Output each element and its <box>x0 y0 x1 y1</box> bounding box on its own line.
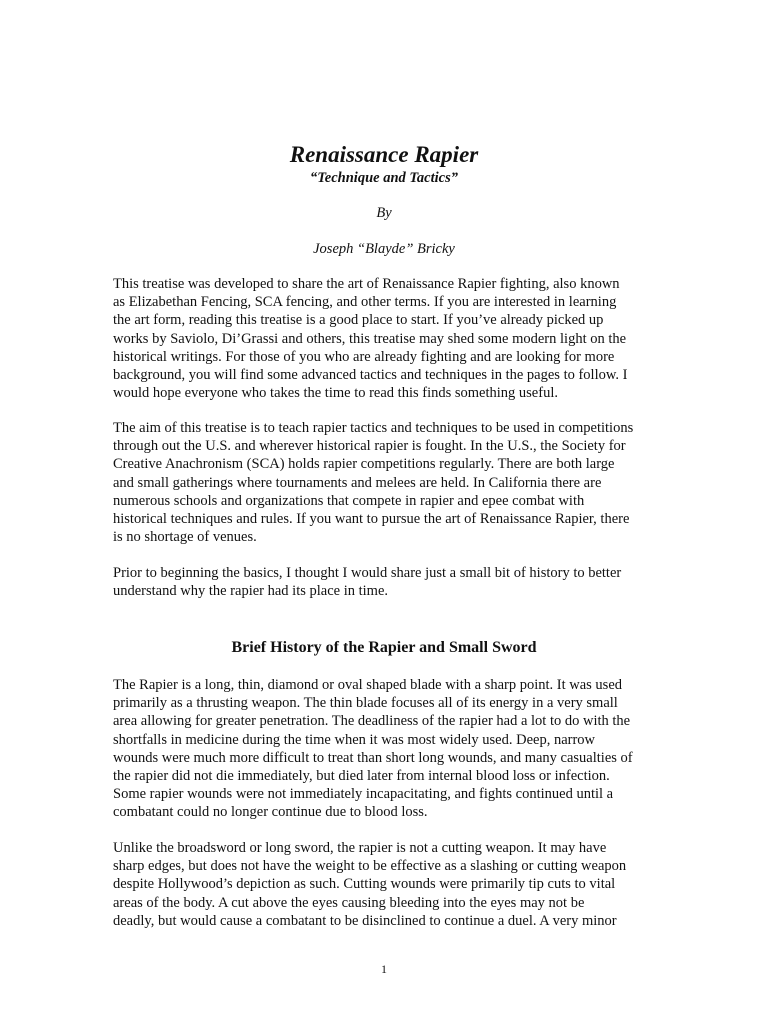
paragraph-line: The aim of this treatise is to teach rapier tactics and techniques to be used in competitions <box>113 420 634 436</box>
section-heading: Brief History of the Rapier and Small Sword <box>231 639 537 656</box>
paragraph-line: is no shortage of venues. <box>113 529 257 546</box>
paragraph-line: deadly, but would cause a combatant to be disinclined to continue a duel. A very minor <box>113 912 617 929</box>
paragraph-line: Unlike the broadsword or long sword, the rapier is not a cutting weapon. It may have <box>113 840 607 856</box>
intro-paragraph-3 <box>113 564 673 600</box>
document-title: Renaissance Rapier <box>289 142 479 167</box>
paragraph-line: through out the U.S. and wherever historical rapier is fought. In the U.S., the Society for <box>113 438 626 455</box>
paragraph-line: works by Saviolo, Di’Grassi and others, this treatise may shed some modern light on the <box>113 330 627 347</box>
paragraph-line: wounds were much more difficult to treat than short long wounds, and many casualties of <box>113 749 633 766</box>
intro-paragraph-2 <box>113 419 673 546</box>
history-paragraph-2 <box>113 839 673 930</box>
paragraph-line: Creative Anachronism (SCA) holds rapier competitions regularly. There are both large <box>113 456 615 473</box>
paragraph-line: background, you will find some advanced tactics and techniques in the pages to follow. I <box>113 367 628 384</box>
paragraph-line: Prior to beginning the basics, I thought I would share just a small bit of history to better <box>113 565 622 581</box>
intro-paragraph-1 <box>113 275 673 402</box>
paragraph-line: historical techniques and rules. If you want to pursue the art of Renaissance Rapier, there <box>113 511 630 528</box>
paragraph-line: historical writings. For those of you who are already fighting and are looking for more <box>113 348 615 365</box>
author-name: Joseph “Blayde” Bricky <box>313 241 455 257</box>
paragraph-line: would hope everyone who takes the time to read this finds something useful. <box>113 385 558 402</box>
document-subtitle: “Technique and Tactics” <box>310 170 458 186</box>
history-paragraph-1 <box>113 676 673 822</box>
paragraph-line: This treatise was developed to share the art of Renaissance Rapier fighting, also known <box>113 276 620 292</box>
paragraph-line: despite Hollywood’s depiction as such. Cutting wounds were primarily tip cuts to vital <box>113 876 616 893</box>
paragraph-line: the art form, reading this treatise is a good place to start. If you’ve already picked up <box>113 312 604 329</box>
paragraph-line: and small gatherings where tournaments and melees are held. In California there are <box>113 474 602 491</box>
paragraph-line: combatant could no longer continue due to blood loss. <box>113 804 428 821</box>
paragraph-line: primarily as a thrusting weapon. The thin blade focuses all of its energy in a very small <box>113 695 618 712</box>
paragraph-line: as Elizabethan Fencing, SCA fencing, and other terms. If you are interested in learning <box>113 294 617 311</box>
paragraph-line: understand why the rapier had its place in time. <box>113 583 389 600</box>
byline-label: By <box>376 205 392 221</box>
paragraph-line: sharp edges, but does not have the weight to be effective as a slashing or cutting weapon <box>113 858 627 875</box>
page-number: 1 <box>381 962 387 976</box>
paragraph-line: area allowing for greater penetration. The deadliness of the rapier had a lot to do with the <box>113 713 631 730</box>
paragraph-line: Some rapier wounds were not immediately incapacitating, and fights continued until a <box>113 786 614 803</box>
paragraph-line: The Rapier is a long, thin, diamond or oval shaped blade with a sharp point. It was used <box>113 677 623 693</box>
paragraph-line: shortfalls in medicine during the time when it was most widely used. Deep, narrow <box>113 731 596 748</box>
paragraph-line: numerous schools and organizations that compete in rapier and epee combat with <box>113 492 585 509</box>
paragraph-line: areas of the body. A cut above the eyes causing bleeding into the eyes may not be <box>113 894 585 911</box>
paragraph-line: the rapier did not die immediately, but died later from internal blood loss or infection. <box>113 768 610 785</box>
